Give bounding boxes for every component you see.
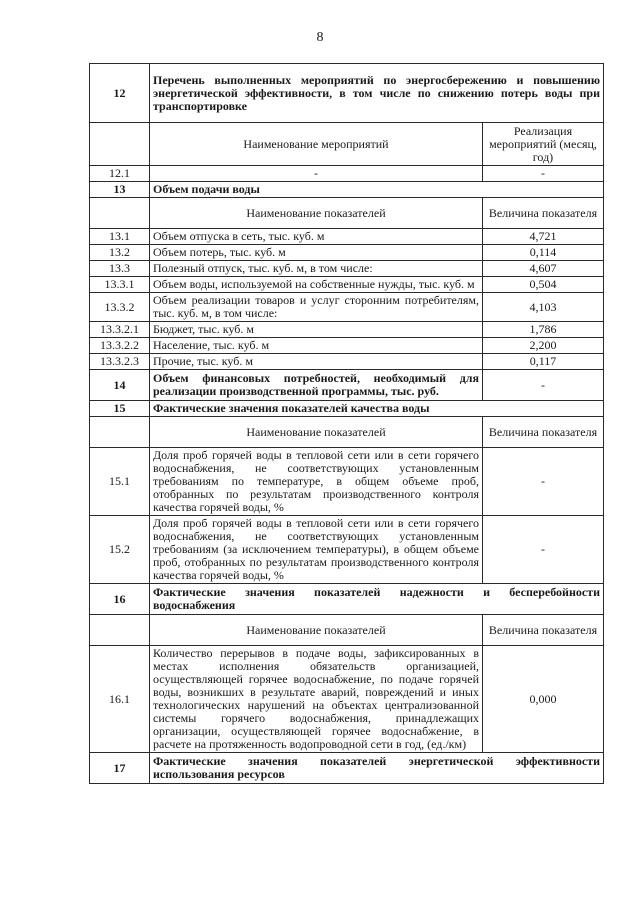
table-row — [90, 166, 604, 182]
section-15-title: Фактические значения показателей качества воды — [150, 401, 604, 417]
section-12-column-header-row — [90, 123, 604, 166]
section-13-number: 13 — [90, 182, 150, 198]
section-12-number: 12 — [90, 64, 150, 123]
row-number: 16.1 — [90, 646, 150, 753]
row-name: Доля проб горячей воды в тепловой сети или в сети горячего водоснабжения, не соответствующих установленным требованиям по температуре, в общем объеме проб, отобранных по результатам производственного контроля качества горячей воды, % — [150, 448, 483, 516]
row-value: 0,504 — [483, 277, 604, 293]
table-row — [90, 338, 604, 354]
row-number: 13.3 — [90, 261, 150, 277]
row-number: 13.1 — [90, 229, 150, 245]
section-13-header-row — [90, 182, 604, 198]
section-14-value: - — [483, 370, 604, 401]
row-name: Доля проб горячей воды в тепловой сети или в сети горячего водоснабжения, не соответствующих установленным требованиям (за исключением температуры), в общем объеме проб, отобранных по результатам производственного контроля качества горячей воды, % — [150, 516, 483, 584]
section-16-number: 16 — [90, 584, 150, 615]
row-value: 4,607 — [483, 261, 604, 277]
row-value: 2,200 — [483, 338, 604, 354]
row-number: 13.3.2.2 — [90, 338, 150, 354]
table-row — [90, 516, 604, 584]
row-name: Население, тыс. куб. м — [150, 338, 483, 354]
row-value: 4,721 — [483, 229, 604, 245]
section-15-name-column-header: Наименование показателей — [150, 417, 483, 448]
row-value: 0,114 — [483, 245, 604, 261]
section-16-title: Фактические значения показателей надежности и бесперебойности водоснабжения — [150, 584, 604, 615]
table-row — [90, 261, 604, 277]
section-16-column-header-row — [90, 615, 604, 646]
row-value: - — [483, 448, 604, 516]
table-row — [90, 245, 604, 261]
row-value: - — [483, 166, 604, 182]
row-number: 15.1 — [90, 448, 150, 516]
section-17-header-row — [90, 753, 604, 784]
section-16-header-row — [90, 584, 604, 615]
row-number: 13.3.2.3 — [90, 354, 150, 370]
row-number: 13.2 — [90, 245, 150, 261]
row-value: - — [483, 516, 604, 584]
row-name: Полезный отпуск, тыс. куб. м, в том числе: — [150, 261, 483, 277]
row-name: Объем воды, используемой на собственные нужды, тыс. куб. м — [150, 277, 483, 293]
section-15-number: 15 — [90, 401, 150, 417]
row-value: 0,117 — [483, 354, 604, 370]
row-value: 0,000 — [483, 646, 604, 753]
row-name: - — [150, 166, 483, 182]
row-value: 4,103 — [483, 293, 604, 322]
row-name: Бюджет, тыс. куб. м — [150, 322, 483, 338]
section-14-number: 14 — [90, 370, 150, 401]
section-12-name-column-header: Наименование мероприятий — [150, 123, 483, 166]
table-row — [90, 229, 604, 245]
row-name: Объем потерь, тыс. куб. м — [150, 245, 483, 261]
section-15-column-header-row — [90, 417, 604, 448]
row-name: Прочие, тыс. куб. м — [150, 354, 483, 370]
section-12-title: Перечень выполненных мероприятий по энергосбережению и повышению энергетической эффективности, в том числе по снижению потерь воды при транспортировке — [150, 64, 604, 123]
section-14-title: Объем финансовых потребностей, необходимый для реализации производственной программы, тыс. руб. — [150, 370, 483, 401]
row-name: Объем отпуска в сеть, тыс. куб. м — [150, 229, 483, 245]
production-program-table — [89, 63, 604, 784]
section-17-title: Фактические значения показателей энергетической эффективности использования ресурсов — [150, 753, 604, 784]
section-13-column-header-row — [90, 198, 604, 229]
page-number: 8 — [316, 30, 324, 45]
row-number: 13.3.2.1 — [90, 322, 150, 338]
section-13-value-column-header: Величина показателя — [483, 198, 604, 229]
section-17-number: 17 — [90, 753, 150, 784]
table-row — [90, 646, 604, 753]
table-row — [90, 354, 604, 370]
row-number: 13.3.2 — [90, 293, 150, 322]
row-number: 13.3.1 — [90, 277, 150, 293]
section-12-value-column-header: Реализация мероприятий (месяц, год) — [483, 123, 604, 166]
row-name: Количество перерывов в подаче воды, зафиксированных в местах исполнения обязательств организацией, осуществляющей горячее водоснабжение, по подаче горячей воды, возникших в результате аварий, повреждений и иных технологических нарушений на объектах централизованной системы горячего водоснабжения, принадлежащих организации, осуществляющей горячее водоснабжение, в расчете на протяженность водопроводной сети в год, (ед./км) — [150, 646, 483, 753]
row-name: Объем реализации товаров и услуг сторонним потребителям, тыс. куб. м, в том числе: — [150, 293, 483, 322]
section-13-name-column-header: Наименование показателей — [150, 198, 483, 229]
section-13-title: Объем подачи воды — [150, 182, 604, 198]
table-row — [90, 293, 604, 322]
row-number: 12.1 — [90, 166, 150, 182]
section-16-value-column-header: Величина показателя — [483, 615, 604, 646]
section-15-value-column-header: Величина показателя — [483, 417, 604, 448]
section-15-header-row — [90, 401, 604, 417]
row-value: 1,786 — [483, 322, 604, 338]
section-16-name-column-header: Наименование показателей — [150, 615, 483, 646]
table-row — [90, 322, 604, 338]
section-12-header-row — [90, 64, 604, 123]
row-number: 15.2 — [90, 516, 150, 584]
table-row — [90, 448, 604, 516]
section-14-row — [90, 370, 604, 401]
table-row — [90, 277, 604, 293]
